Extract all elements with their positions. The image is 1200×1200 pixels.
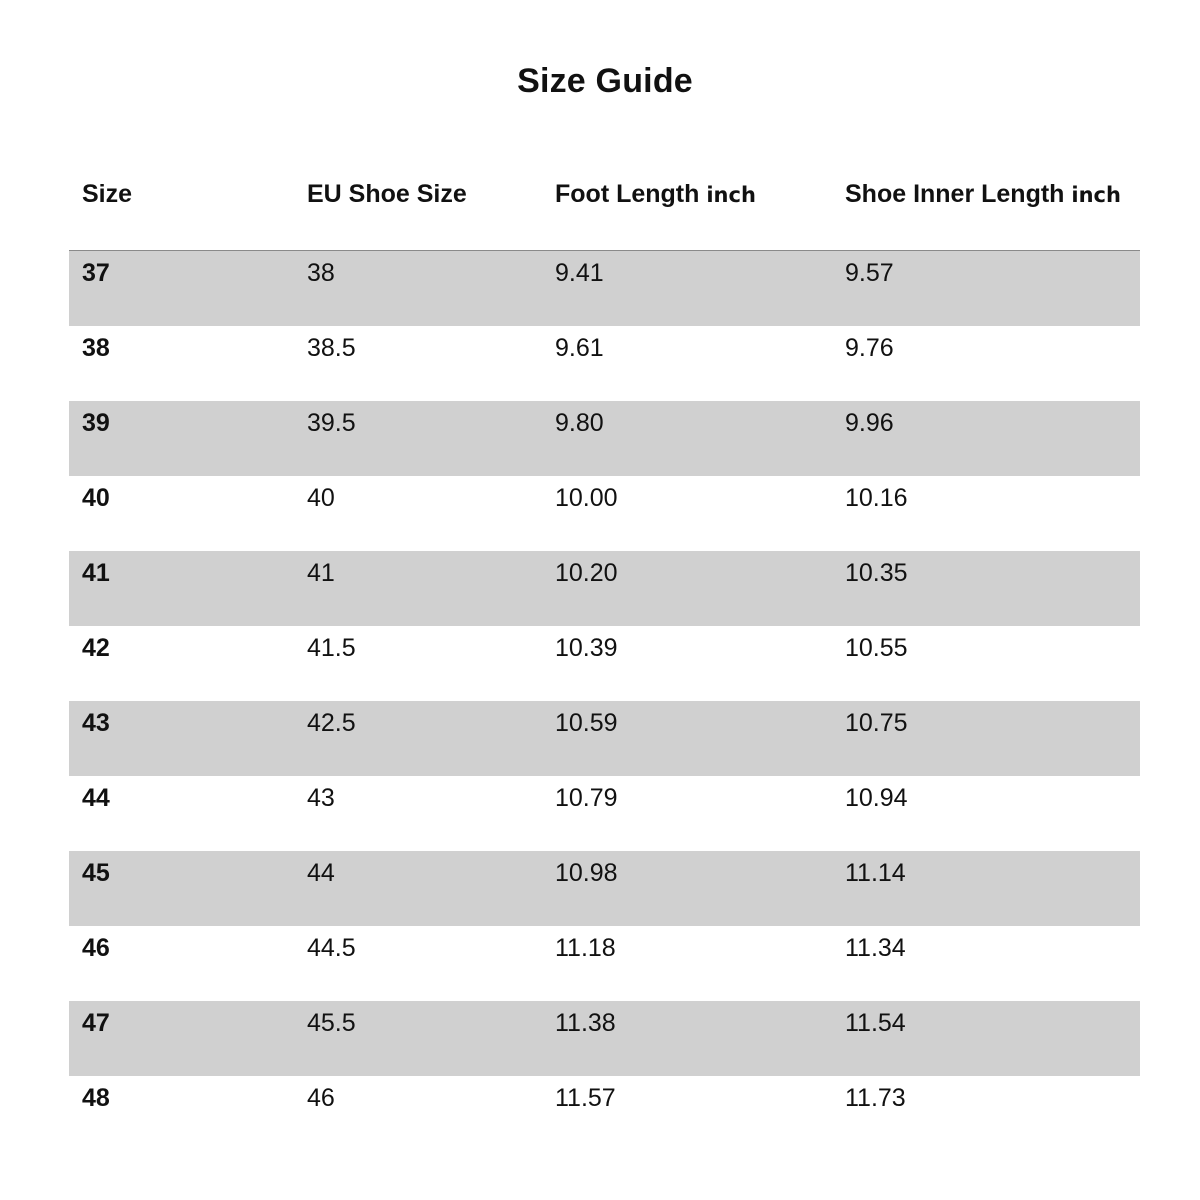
cell-eu-shoe-size: 41.5	[307, 634, 356, 662]
table-row	[69, 776, 1140, 851]
cell-shoe-inner-length: 10.55	[845, 634, 908, 662]
column-header-inner-length-label: Shoe Inner Length	[845, 180, 1072, 208]
cell-eu-shoe-size: 44.5	[307, 934, 356, 962]
cell-eu-shoe-size: 38.5	[307, 334, 356, 362]
table-row	[69, 476, 1140, 551]
cell-eu-shoe-size: 45.5	[307, 1009, 356, 1037]
cell-eu-shoe-size: 41	[307, 559, 335, 587]
page-title: Size Guide	[517, 62, 693, 100]
cell-size: 39	[82, 409, 110, 437]
cell-foot-length: 11.18	[555, 934, 616, 962]
cell-size: 45	[82, 859, 110, 887]
cell-shoe-inner-length: 10.75	[845, 709, 908, 737]
cell-foot-length: 10.00	[555, 484, 618, 512]
cell-eu-shoe-size: 42.5	[307, 709, 356, 737]
cell-shoe-inner-length: 10.94	[845, 784, 908, 812]
cell-shoe-inner-length: 9.96	[845, 409, 894, 437]
cell-size: 48	[82, 1084, 110, 1112]
cell-eu-shoe-size: 40	[307, 484, 335, 512]
column-header-inner-length-unit: inch	[1071, 183, 1121, 207]
cell-size: 37	[82, 259, 110, 287]
cell-foot-length: 10.20	[555, 559, 618, 587]
table-row	[69, 851, 1140, 926]
table-row	[69, 326, 1140, 401]
cell-shoe-inner-length: 10.35	[845, 559, 908, 587]
cell-foot-length: 10.79	[555, 784, 618, 812]
cell-eu-shoe-size: 38	[307, 259, 335, 287]
table-row	[69, 1076, 1140, 1151]
cell-shoe-inner-length: 11.34	[845, 934, 906, 962]
column-header-eu-label: EU Shoe Size	[307, 180, 467, 208]
cell-foot-length: 11.57	[555, 1084, 616, 1112]
column-header-size-label: Size	[82, 180, 133, 208]
cell-foot-length: 9.61	[555, 334, 604, 362]
cell-foot-length: 9.80	[555, 409, 604, 437]
cell-shoe-inner-length: 11.14	[845, 859, 906, 887]
table-row	[69, 926, 1140, 1001]
cell-size: 41	[82, 559, 110, 587]
cell-size: 44	[82, 784, 110, 812]
cell-foot-length: 11.38	[555, 1009, 616, 1037]
table-header-row	[69, 160, 1140, 251]
cell-size: 42	[82, 634, 110, 662]
table-row	[69, 401, 1140, 476]
column-header-eu-shoe-size	[307, 180, 467, 209]
cell-eu-shoe-size: 44	[307, 859, 335, 887]
cell-shoe-inner-length: 10.16	[845, 484, 908, 512]
cell-size: 46	[82, 934, 110, 962]
column-header-foot-length	[555, 180, 756, 209]
cell-foot-length: 10.59	[555, 709, 618, 737]
cell-shoe-inner-length: 11.73	[845, 1084, 906, 1112]
cell-shoe-inner-length: 9.57	[845, 259, 894, 287]
cell-size: 40	[82, 484, 110, 512]
cell-size: 38	[82, 334, 110, 362]
cell-eu-shoe-size: 46	[307, 1084, 335, 1112]
cell-shoe-inner-length: 9.76	[845, 334, 894, 362]
cell-foot-length: 10.39	[555, 634, 618, 662]
table-body	[69, 251, 1140, 1151]
cell-size: 43	[82, 709, 110, 737]
cell-foot-length: 9.41	[555, 259, 604, 287]
column-header-shoe-inner-length	[845, 180, 1121, 209]
column-header-foot-length-unit: inch	[706, 183, 756, 207]
column-header-foot-length-label: Foot Length	[555, 180, 707, 208]
cell-eu-shoe-size: 43	[307, 784, 335, 812]
table-row	[69, 551, 1140, 626]
table-row	[69, 1001, 1140, 1076]
column-header-size	[82, 180, 132, 209]
cell-foot-length: 10.98	[555, 859, 618, 887]
table-row	[69, 251, 1140, 326]
cell-eu-shoe-size: 39.5	[307, 409, 356, 437]
size-table	[69, 160, 1140, 1151]
cell-size: 47	[82, 1009, 110, 1037]
table-row	[69, 701, 1140, 776]
table-row	[69, 626, 1140, 701]
cell-shoe-inner-length: 11.54	[845, 1009, 906, 1037]
